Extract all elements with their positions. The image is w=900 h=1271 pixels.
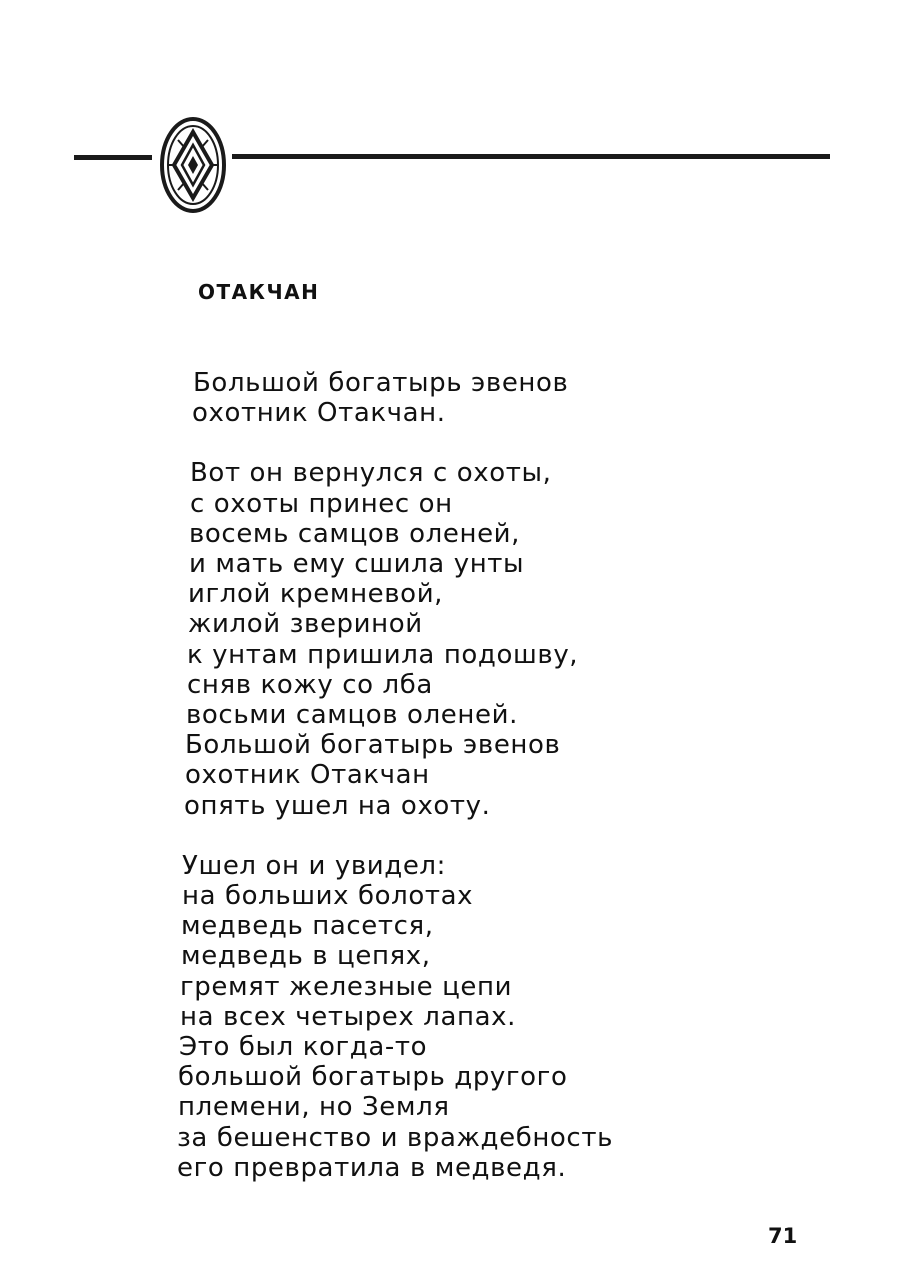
stanza-3 <box>0 851 900 1183</box>
rule-right <box>232 154 830 159</box>
poem-line: Вот он вернулся с охоты, <box>190 458 552 489</box>
stanza-2 <box>0 458 900 820</box>
poem-line: иглой кремневой, <box>188 579 444 610</box>
page-number: 71 <box>768 1224 798 1248</box>
poem-line: за бешенство и враждебность <box>177 1122 613 1153</box>
rule-left <box>74 155 152 160</box>
poem-line: и мать ему сшила унты <box>189 549 525 580</box>
poem-line: к унтам пришила подошву, <box>187 639 579 670</box>
poem-line: его превратила в медведя. <box>177 1152 567 1183</box>
poem-line: восьми самцов оленей. <box>186 700 518 731</box>
poem-line: гремят железные цепи <box>180 971 513 1002</box>
poem-line: на всех четырех лапах. <box>180 1001 516 1032</box>
poem-line: на больших болотах <box>182 881 474 912</box>
poem-line: жилой звериной <box>188 609 423 640</box>
poem-line: Большой богатырь эвенов <box>185 730 561 761</box>
poem-line: племени, но Земля <box>178 1092 450 1123</box>
poem-body <box>0 368 900 1213</box>
poem-line: Большой богатырь эвенов <box>193 368 569 398</box>
stanza-1 <box>0 368 900 428</box>
poem-line: охотник Отакчан. <box>192 398 446 429</box>
poem-line: с охоты принес он <box>190 488 453 519</box>
poem-line: Это был когда-то <box>179 1032 428 1063</box>
rhombus-seal-icon <box>162 119 224 211</box>
poem-title: ОТАКЧАН <box>198 280 320 304</box>
poem-line: большой богатырь другого <box>178 1062 568 1093</box>
header-ornament-rule <box>0 110 900 220</box>
poem-line: Ушел он и увидел: <box>182 850 447 881</box>
poem-line: сняв кожу со лба <box>187 669 433 700</box>
poem-line: охотник Отакчан <box>185 760 430 791</box>
poem-line: медведь пасется, <box>181 911 434 942</box>
poem-line: медведь в цепях, <box>181 941 431 972</box>
poem-line: восемь самцов оленей, <box>189 518 521 549</box>
poem-line: опять ушел на охоту. <box>184 790 491 821</box>
